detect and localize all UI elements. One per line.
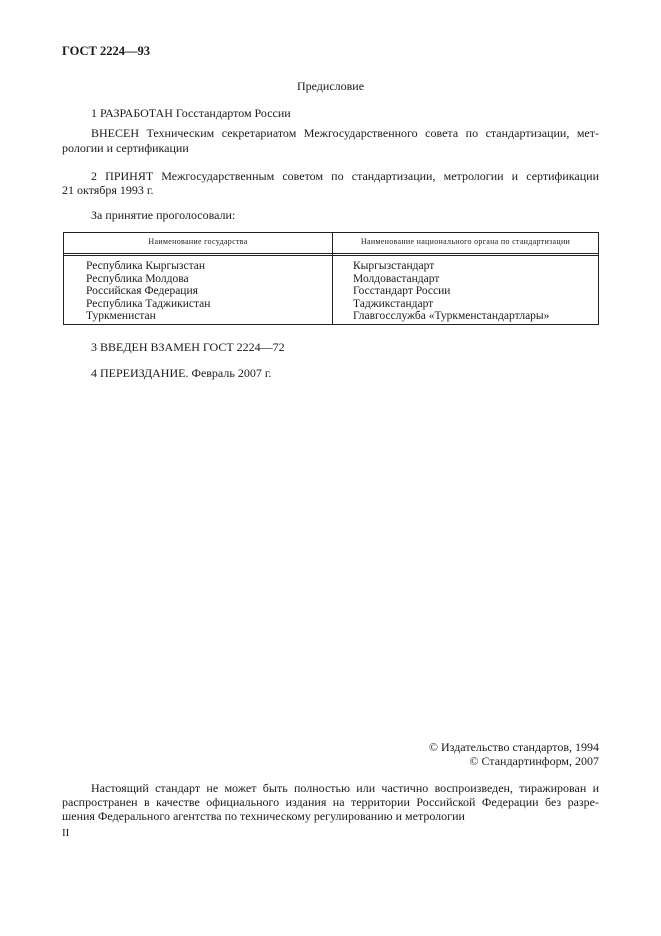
- notice-line-3: шения Федерального агентства по техническому регулированию и метрологии: [62, 809, 465, 823]
- member-states-table: [63, 232, 599, 325]
- voted-label: За принятие проголосовали:: [91, 208, 236, 222]
- table-cell-body: Таджикстандарт: [353, 298, 434, 310]
- table-header-state: Наименование государства: [148, 237, 248, 246]
- table-cell-body: Главгосслужба «Туркменстандартлары»: [353, 310, 550, 322]
- table-cell-state: Республика Молдова: [86, 273, 189, 285]
- table-cell-body: Молдовастандарт: [353, 273, 440, 285]
- preface-item-2-line1: 2 ПРИНЯТ Межгосударственным советом по стандартизации, метрологии и сертификации: [91, 169, 599, 183]
- table-header-body: Наименование национального органа по стандартизации: [360, 237, 571, 246]
- table-cell-state: Российская Федерация: [86, 285, 198, 297]
- preface-item-1: 1 РАЗРАБОТАН Госстандартом России: [91, 106, 291, 120]
- table-header-divider-double: [64, 255, 598, 256]
- copyright-line-1: © Издательство стандартов, 1994: [428, 740, 599, 754]
- preface-item-1b-line1: ВНЕСЕН Техническим секретариатом Межгосударственного совета по стандартизации, мет-: [91, 126, 599, 140]
- preface-item-4: 4 ПЕРЕИЗДАНИЕ. Февраль 2007 г.: [91, 366, 272, 380]
- preface-title: Предисловие: [296, 79, 365, 93]
- table-cell-state: Республика Кыргызстан: [86, 260, 206, 272]
- table-cell-state: Туркменистан: [86, 310, 156, 322]
- table-cell-body: Кыргызстандарт: [353, 260, 435, 272]
- preface-item-1b-line2: рологии и сертификации: [62, 141, 189, 155]
- notice-line-2: распространен в качестве официального издания на территории Российской Федерации без разре-: [62, 795, 599, 809]
- table-header-divider: [64, 253, 598, 254]
- table-column-divider: [332, 233, 333, 324]
- table-cell-state: Республика Таджикистан: [86, 298, 211, 310]
- notice-line-1: Настоящий стандарт не может быть полностью или частично воспроизведен, тиражирован и: [91, 781, 599, 795]
- page-number: II: [62, 827, 70, 839]
- document-code: ГОСТ 2224—93: [62, 44, 151, 58]
- copyright-line-2: © Стандартинформ, 2007: [469, 754, 599, 768]
- preface-item-2-line2: 21 октября 1993 г.: [62, 183, 154, 197]
- preface-item-3: 3 ВВЕДЕН ВЗАМЕН ГОСТ 2224—72: [91, 340, 285, 354]
- table-cell-body: Госстандарт России: [353, 285, 451, 297]
